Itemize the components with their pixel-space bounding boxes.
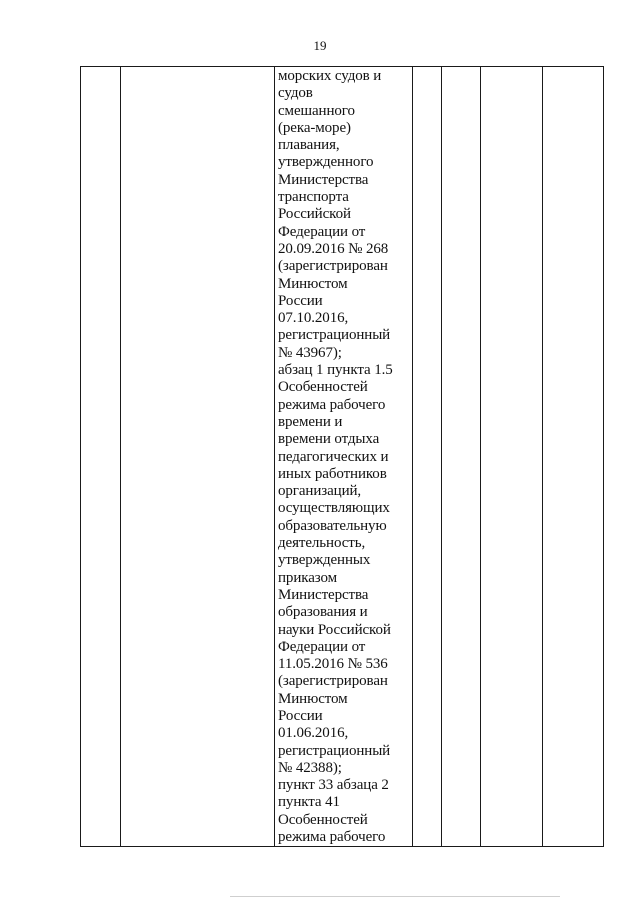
legal-act-text: морских судов и судов смешанного (река-море) плавания, утвержденного Министерства транспорта Российской Федерации от 20.09.2016 № 268 (зарегистрирован Минюстом России 07.10.2016, регистрационный № 43967); абзац 1 пункта 1.5 Особенностей режима рабочего времени и времени отдыха педагогических и иных работников организаций, осуществляющих образовательную деятельность, утвержденных приказом Министерства образования и науки Российской Федерации от 11.05.2016 № 536 (зарегистрирован Минюстом России 01.06.2016, регистрационный № 42388); пункт 33 абзаца 2 пункта 41 Особенностей режима рабочего [278, 68, 393, 846]
table-cell-col-4 [413, 67, 442, 847]
table-cell-number [81, 67, 121, 847]
requirements-table [80, 66, 604, 847]
table-cell-requirement-subject [121, 67, 275, 847]
table-row [81, 67, 604, 847]
table-cell-col-7 [543, 67, 604, 847]
table-cell-legal-act [275, 67, 413, 847]
page-number: 19 [313, 38, 327, 53]
scan-edge-line [230, 896, 560, 897]
table-cell-col-6 [481, 67, 543, 847]
table-cell-col-5 [442, 67, 481, 847]
